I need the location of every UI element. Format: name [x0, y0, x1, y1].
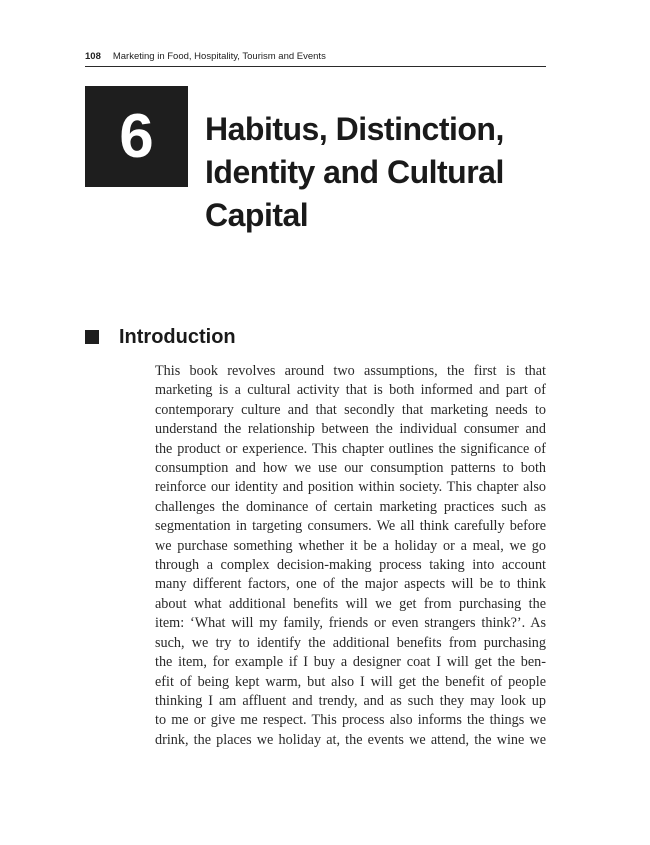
body-line: many different factors, one of the major aspects will be to think: [155, 576, 546, 593]
body-line: drink, the places we holiday at, the events we attend, the wine we: [155, 731, 546, 748]
body-line: efit of being kept warm, but also I will get the benefit of people: [155, 673, 546, 690]
running-head: [85, 51, 546, 65]
body-line: item: ‘What will my family, friends or even strangers think?’. As: [155, 615, 546, 632]
body-line: through a complex decision-making process taking into account: [155, 557, 546, 574]
section-heading: [85, 322, 236, 352]
chapter-number: 6: [119, 102, 154, 171]
chapter-title-line: Capital: [205, 197, 309, 233]
chapter-title-line: Identity and Cultural: [205, 154, 504, 190]
body-line: contemporary culture and that secondly that marketing needs to: [155, 401, 546, 418]
body-line: marketing is a cultural activity that is both informed and part of: [155, 382, 546, 399]
body-line: to me or give me respect. This process also informs the things we: [155, 712, 546, 729]
body-line: challenges the dominance of certain marketing practices such as: [155, 498, 546, 515]
body-line: consumption and how we use our consumption patterns to both: [155, 460, 546, 477]
body-line: reinforce our identity and position within society. This chapter also: [155, 479, 546, 496]
chapter-number-box: [85, 86, 188, 187]
chapter-title-line: Habitus, Distinction,: [205, 111, 504, 147]
body-line: This book revolves around two assumptions, the first is that: [155, 363, 546, 379]
body-line: understand the relationship between the individual consumer and: [155, 421, 546, 438]
body-paragraph: [155, 362, 546, 750]
body-line: segmentation in targeting consumers. We all think carefully before: [155, 518, 546, 535]
square-bullet-icon: [85, 330, 99, 344]
header-rule: [85, 66, 546, 67]
body-line: the product or experience. This chapter outlines the significance of: [155, 440, 546, 457]
body-line: we purchase something whether it be a holiday or a meal, we go: [155, 537, 546, 554]
section-title: Introduction: [119, 325, 236, 348]
body-line: thinking I am affluent and trendy, and as such they may look up: [155, 692, 546, 709]
body-line: the item, for example if I buy a designer coat I will get the ben-: [155, 654, 546, 671]
body-line: such, we try to identify the additional benefits from purchasing: [155, 634, 546, 651]
chapter-title: [205, 108, 555, 237]
body-line: about what additional benefits will we get from purchasing the: [155, 595, 546, 612]
book-title: Marketing in Food, Hospitality, Tourism and Events: [112, 51, 326, 62]
page-number: 108: [85, 51, 101, 62]
